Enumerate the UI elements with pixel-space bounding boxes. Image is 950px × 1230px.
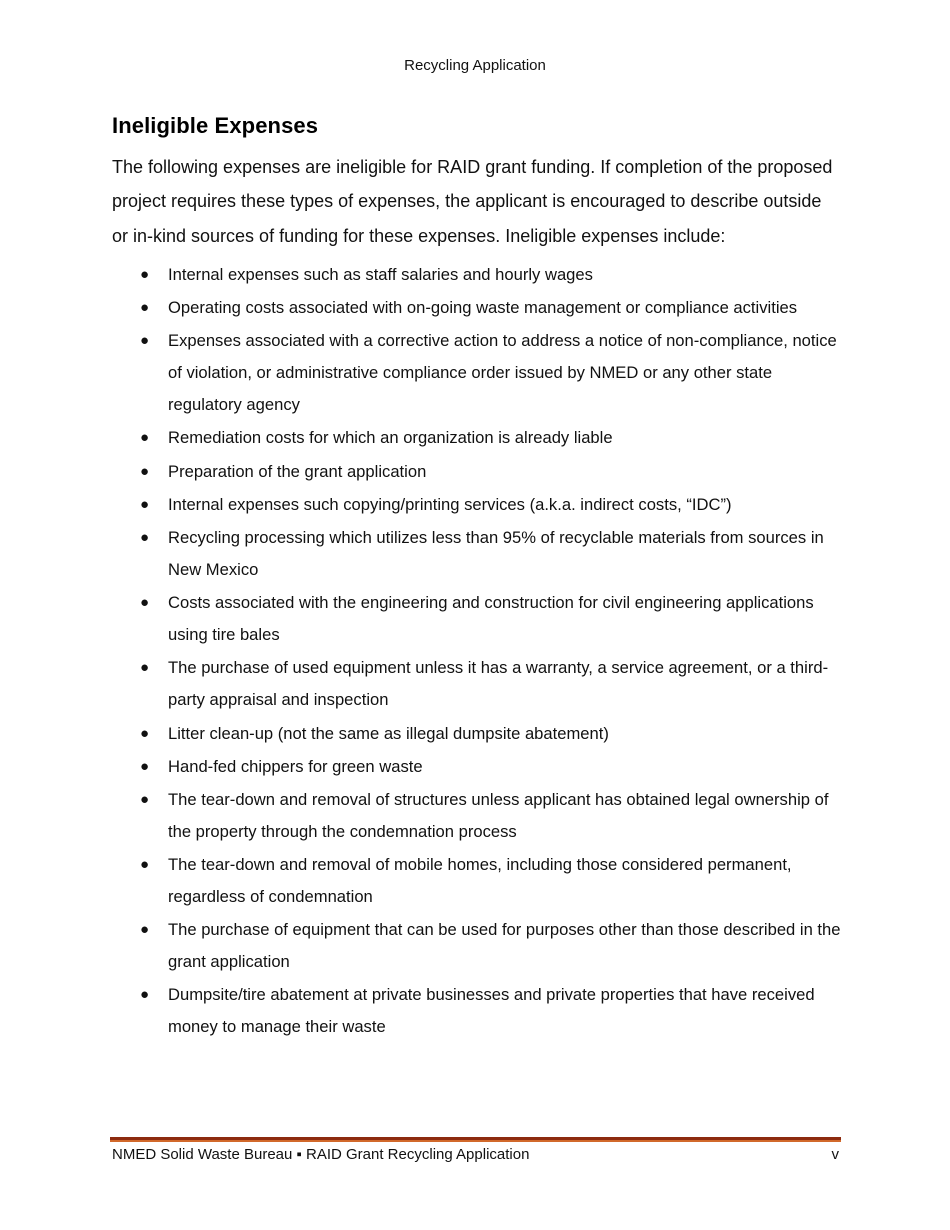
bullet-icon: ● (140, 921, 150, 939)
bullet-icon: ● (140, 462, 150, 480)
list-item (112, 751, 842, 783)
list-item (112, 718, 842, 750)
list-item-text: Litter clean-up (not the same as illegal dumpsite abatement) (168, 723, 609, 743)
page-footer (112, 1145, 839, 1165)
list-item-text: The tear-down and removal of structures unless applicant has obtained legal ownership of the property through the condemnation process (168, 790, 829, 841)
bullet-icon: ● (140, 594, 150, 612)
bullet-icon: ● (140, 332, 150, 350)
list-item-text: Remediation costs for which an organization is already liable (168, 428, 613, 448)
list-item-text: The purchase of used equipment unless it has a warranty, a service agreement, or a third-party appraisal and inspection (168, 658, 829, 710)
list-item-text: Dumpsite/tire abatement at private businesses and private properties that have received money to manage their waste (168, 985, 815, 1037)
ineligible-expenses-list (112, 259, 842, 1043)
list-item-text: The tear-down and removal of mobile homes, including those considered permanent, regardless of condemnation (168, 855, 792, 907)
list-item (112, 292, 842, 324)
list-item (112, 259, 842, 291)
list-item (112, 914, 842, 978)
list-item (112, 652, 842, 716)
list-item-text: Expenses associated with a corrective action to address a notice of non-compliance, notice of violation, or administrative compliance order issued by NMED or any other state regulatory agency (168, 331, 837, 415)
list-item (112, 587, 842, 651)
bullet-icon: ● (140, 757, 150, 775)
bullet-icon: ● (140, 429, 150, 447)
bullet-icon: ● (140, 495, 150, 513)
bullet-icon: ● (140, 529, 150, 547)
list-item (112, 784, 842, 848)
bullet-icon: ● (140, 856, 150, 874)
bullet-icon: ● (140, 791, 150, 809)
page-number: v (831, 1146, 839, 1163)
list-item (112, 849, 842, 913)
section-title: Ineligible Expenses (112, 113, 319, 138)
intro-paragraph: The following expenses are ineligible for RAID grant funding. If completion of the proposed project requires these types of expenses, the applicant is encouraged to describe outside or in-kind sources of funding for these expenses. Ineligible expenses include: (112, 157, 833, 246)
footer-text: NMED Solid Waste Bureau ▪ RAID Grant Recycling Application (112, 1146, 530, 1163)
list-item (112, 522, 842, 586)
page-header: Recycling Application (404, 57, 546, 74)
document-body (112, 112, 842, 1045)
list-item-text: Internal expenses such as staff salaries and hourly wages (168, 264, 593, 284)
list-item-text: Costs associated with the engineering and construction for civil engineering applications using tire bales (168, 593, 814, 645)
list-item (112, 422, 842, 454)
bullet-icon: ● (140, 299, 150, 317)
list-item-text: Operating costs associated with on-going waste management or compliance activities (168, 298, 798, 318)
list-item-text: Recycling processing which utilizes less than 95% of recyclable materials from sources in New Mexico (168, 528, 824, 580)
bullet-icon: ● (140, 659, 150, 677)
list-item-text: Preparation of the grant application (168, 461, 427, 481)
list-item (112, 489, 842, 521)
list-item-text: Internal expenses such copying/printing services (a.k.a. indirect costs, “IDC”) (168, 494, 732, 514)
list-item-text: The purchase of equipment that can be used for purposes other than those described in the grant application (168, 920, 841, 972)
list-item-text: Hand-fed chippers for green waste (168, 756, 423, 776)
list-item (112, 325, 842, 420)
footer-divider (110, 1137, 841, 1142)
bullet-icon: ● (140, 265, 150, 283)
bullet-icon: ● (140, 986, 150, 1004)
list-item (112, 979, 842, 1043)
list-item (112, 456, 842, 488)
bullet-icon: ● (140, 724, 150, 742)
